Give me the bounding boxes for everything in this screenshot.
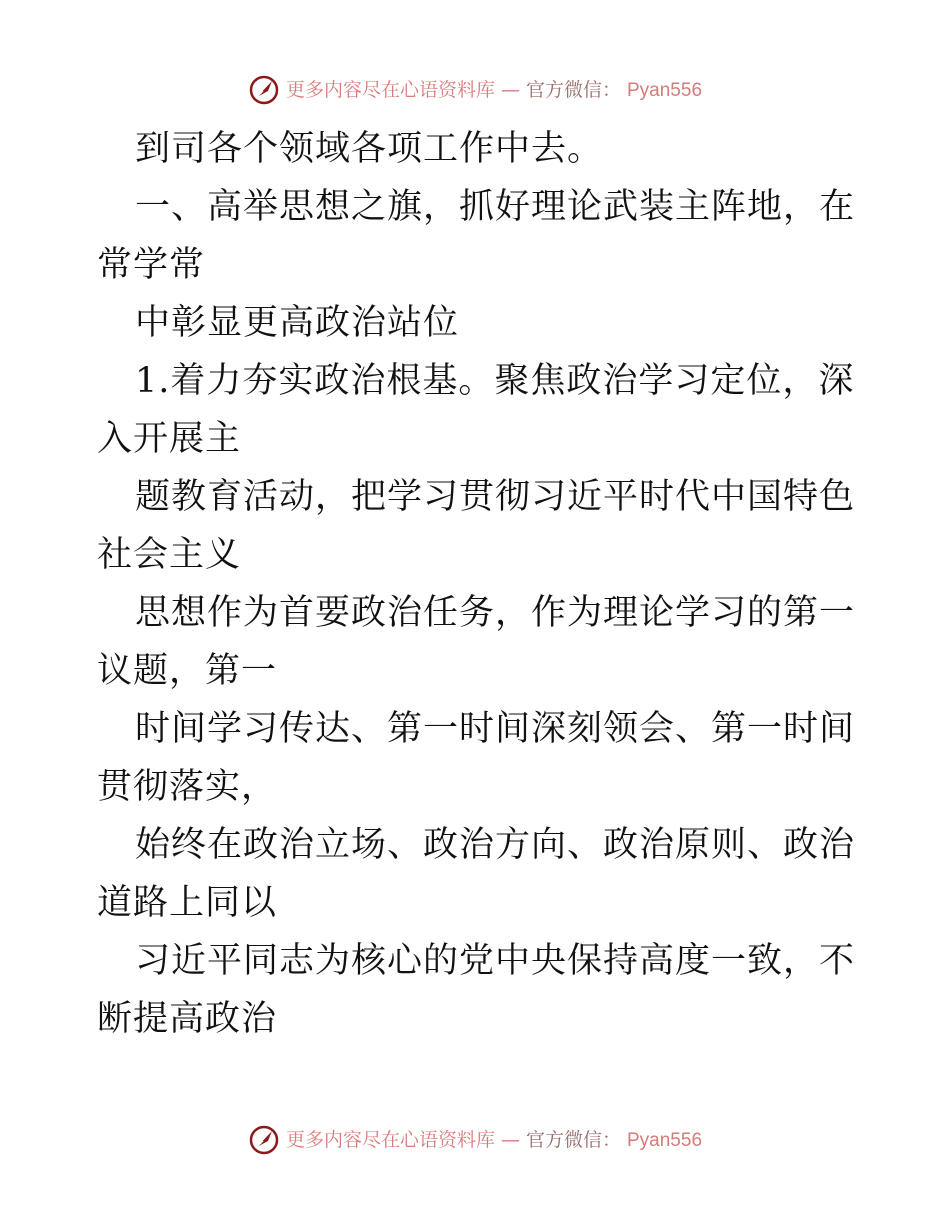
paragraph-7: 时间学习传达、第一时间深刻领会、第一时间贯彻落实，	[97, 709, 856, 807]
watermark-main-text: 更多内容尽在心语资料库	[285, 1128, 495, 1151]
document-body	[97, 120, 857, 1048]
watermark-wechat-id: Pyan556	[627, 1129, 703, 1151]
paragraph-1: 到司各个领域各项工作中去。	[135, 129, 604, 169]
paragraph-9: 习近平同志为核心的党中央保持高度一致，不断提高政治	[97, 941, 856, 1039]
paragraph-6: 思想作为首要政治任务，作为理论学习的第一议题，第一	[97, 593, 856, 691]
watermark-dash: —	[500, 1128, 520, 1151]
heading-section-1: 一、高举思想之旗，抓好理论武装主阵地，在常学常	[97, 187, 856, 285]
footer-watermark	[0, 1120, 950, 1160]
paragraph-4: 1.着力夯实政治根基。聚焦政治学习定位，深入开展主	[97, 361, 855, 459]
feather-pen-logo-icon	[248, 74, 280, 106]
watermark-main-text: 更多内容尽在心语资料库	[285, 78, 495, 101]
watermark-sub-text: 官方微信：	[525, 1128, 621, 1151]
watermark-wechat-id: Pyan556	[627, 79, 703, 101]
watermark-dash: —	[500, 78, 520, 101]
watermark-sub-text: 官方微信：	[525, 78, 621, 101]
paragraph-8: 始终在政治立场、政治方向、政治原则、政治道路上同以	[97, 825, 856, 923]
header-watermark	[0, 70, 950, 110]
feather-pen-logo-icon	[248, 1124, 280, 1156]
paragraph-5: 题教育活动，把学习贯彻习近平时代中国特色社会主义	[97, 477, 856, 575]
paragraph-3: 中彰显更高政治站位	[135, 303, 460, 343]
